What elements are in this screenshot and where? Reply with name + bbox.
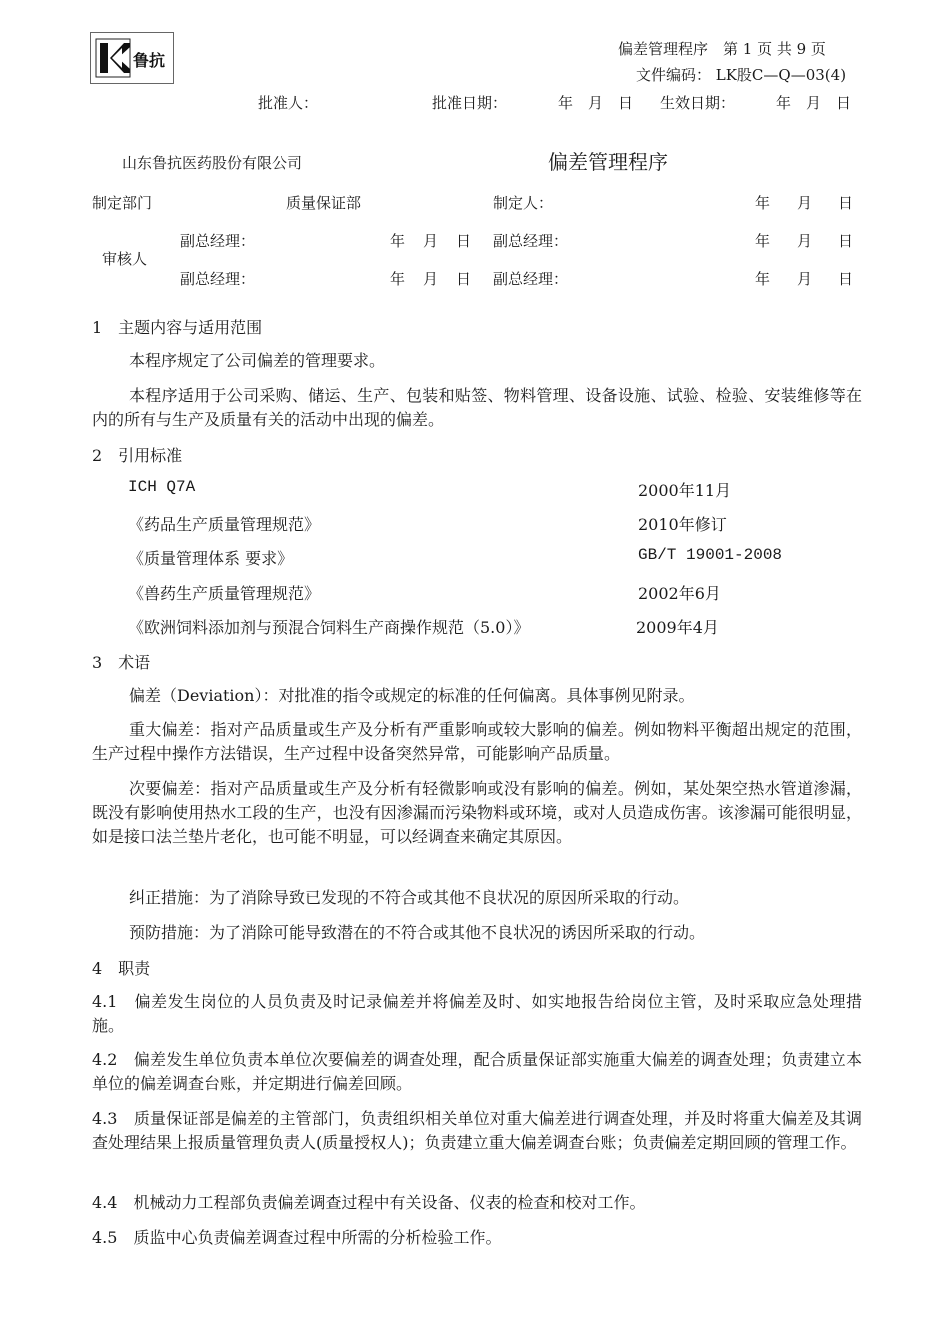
- standard-name-2: 《药品生产质量管理规范》: [128, 515, 321, 534]
- term-preventive-action: 预防措施：为了消除可能导致潜在的不符合或其他不良状况的诱因所采取的行动。: [129, 923, 706, 942]
- vgm-1-year: 年: [390, 232, 406, 250]
- standard-name-4: 《兽药生产质量管理规范》: [128, 584, 321, 603]
- section-4-heading: 4 职责: [92, 959, 151, 978]
- standard-date-5: 2009年4月: [636, 618, 719, 637]
- standard-date-1: 2000年11月: [638, 481, 732, 500]
- standard-date-4: 2002年6月: [638, 584, 721, 603]
- vgm-1-day: 日: [456, 232, 472, 250]
- duty-4-2: 4.2 偏差发生单位负责本单位次要偏差的调查处理，配合质量保证部实施重大偏差的调查处理；负责建立本单位的偏差调查台账，并定期进行偏差回顾。: [92, 1050, 862, 1093]
- duty-4-5: 4.5 质监中心负责偏差调查过程中所需的分析检验工作。: [92, 1228, 502, 1247]
- approve-date-label: 批准日期：: [432, 94, 508, 112]
- duty-4-4: 4.4 机械动力工程部负责偏差调查过程中有关设备、仪表的检查和校对工作。: [92, 1193, 646, 1212]
- author-label: 制定人：: [493, 194, 554, 212]
- vgm-1-month: 月: [423, 232, 439, 250]
- standard-date-2: 2010年修订: [638, 515, 727, 534]
- effective-date-label: 生效日期：: [660, 94, 736, 112]
- section-2-heading: 2 引用标准: [92, 446, 183, 465]
- doc-code: 文件编码： LK股C—Q—03(4): [636, 66, 847, 84]
- section-1-para-2: 本程序适用于公司采购、储运、生产、包装和贴签、物料管理、设备设施、试验、检验、安装维修等在内的所有与生产及质量有关的活动中出现的偏差。: [92, 386, 862, 429]
- doc-page-info: 偏差管理程序 第 1 页 共 9 页: [618, 40, 826, 58]
- term-major-deviation: 重大偏差：指对产品质量或生产及分析有严重影响或较大影响的偏差。例如物料平衡超出规定的范围，生产过程中操作方法错误，生产过程中设备突然异常，可能影响产品质量。: [92, 720, 862, 763]
- author-month: 月: [797, 194, 813, 212]
- author-day: 日: [838, 194, 854, 212]
- company-logo: [90, 32, 174, 84]
- term-minor-deviation: 次要偏差：指对产品质量或生产及分析有轻微影响或没有影响的偏差。例如，某处架空热水管道渗漏，既没有影响使用热水工段的生产，也没有因渗漏而污染物料或环境，或对人员造成伤害。该渗漏可能很明显，如是接口法兰垫片老化，也可能不明显，可以经调查来确定其原因。: [92, 779, 862, 846]
- vgm-3-month: 月: [423, 270, 439, 288]
- company-name: 山东鲁抗医药股份有限公司: [122, 154, 303, 172]
- effective-date-value: 年 月 日: [776, 94, 852, 112]
- vgm-label-2: 副总经理：: [493, 232, 569, 250]
- lukang-logo-icon: [94, 37, 132, 79]
- approver-label: 批准人：: [258, 94, 319, 112]
- section-3-heading: 3 术语: [92, 653, 151, 672]
- section-1-heading: 1 主题内容与适用范围: [92, 318, 263, 337]
- section-1-para-1: 本程序规定了公司偏差的管理要求。: [129, 351, 386, 370]
- standard-name-3: 《质量管理体系 要求》: [128, 549, 294, 568]
- vgm-4-month: 月: [797, 270, 813, 288]
- vgm-label-1: 副总经理：: [180, 232, 256, 250]
- vgm-2-month: 月: [797, 232, 813, 250]
- author-year: 年: [755, 194, 771, 212]
- standard-name-1: ICH Q7A: [128, 478, 196, 496]
- vgm-4-year: 年: [755, 270, 771, 288]
- logo-text: 鲁抗: [133, 51, 166, 70]
- vgm-3-day: 日: [456, 270, 472, 288]
- reviewer-label: 审核人: [102, 250, 148, 268]
- vgm-label-3: 副总经理：: [180, 270, 256, 288]
- dept-value: 质量保证部: [286, 194, 362, 212]
- standard-date-3: GB/T 19001-2008: [638, 546, 783, 564]
- dept-label: 制定部门: [92, 194, 153, 212]
- vgm-label-4: 副总经理：: [493, 270, 569, 288]
- vgm-4-day: 日: [838, 270, 854, 288]
- duty-4-1: 4.1 偏差发生岗位的人员负责及时记录偏差并将偏差及时、如实地报告给岗位主管，及时采取应急处理措施。: [92, 992, 862, 1035]
- approve-date-value: 年 月 日: [558, 94, 634, 112]
- term-deviation: 偏差（Deviation）：对批准的指令或规定的标准的任何偏离。具体事例见附录。: [129, 686, 695, 705]
- page-title: 偏差管理程序: [548, 150, 668, 174]
- vgm-2-year: 年: [755, 232, 771, 250]
- term-corrective-action: 纠正措施：为了消除导致已发现的不符合或其他不良状况的原因所采取的行动。: [129, 888, 690, 907]
- duty-4-3: 4.3 质量保证部是偏差的主管部门，负责组织相关单位对重大偏差进行调查处理，并及时将重大偏差及其调查处理结果上报质量管理负责人(质量授权人)；负责建立重大偏差调查台账；负责偏差定期回顾的管理工作。: [92, 1109, 862, 1152]
- vgm-2-day: 日: [838, 232, 854, 250]
- vgm-3-year: 年: [390, 270, 406, 288]
- standard-name-5: 《欧洲饲料添加剂与预混合饲料生产商操作规范（5.0）》: [128, 618, 530, 637]
